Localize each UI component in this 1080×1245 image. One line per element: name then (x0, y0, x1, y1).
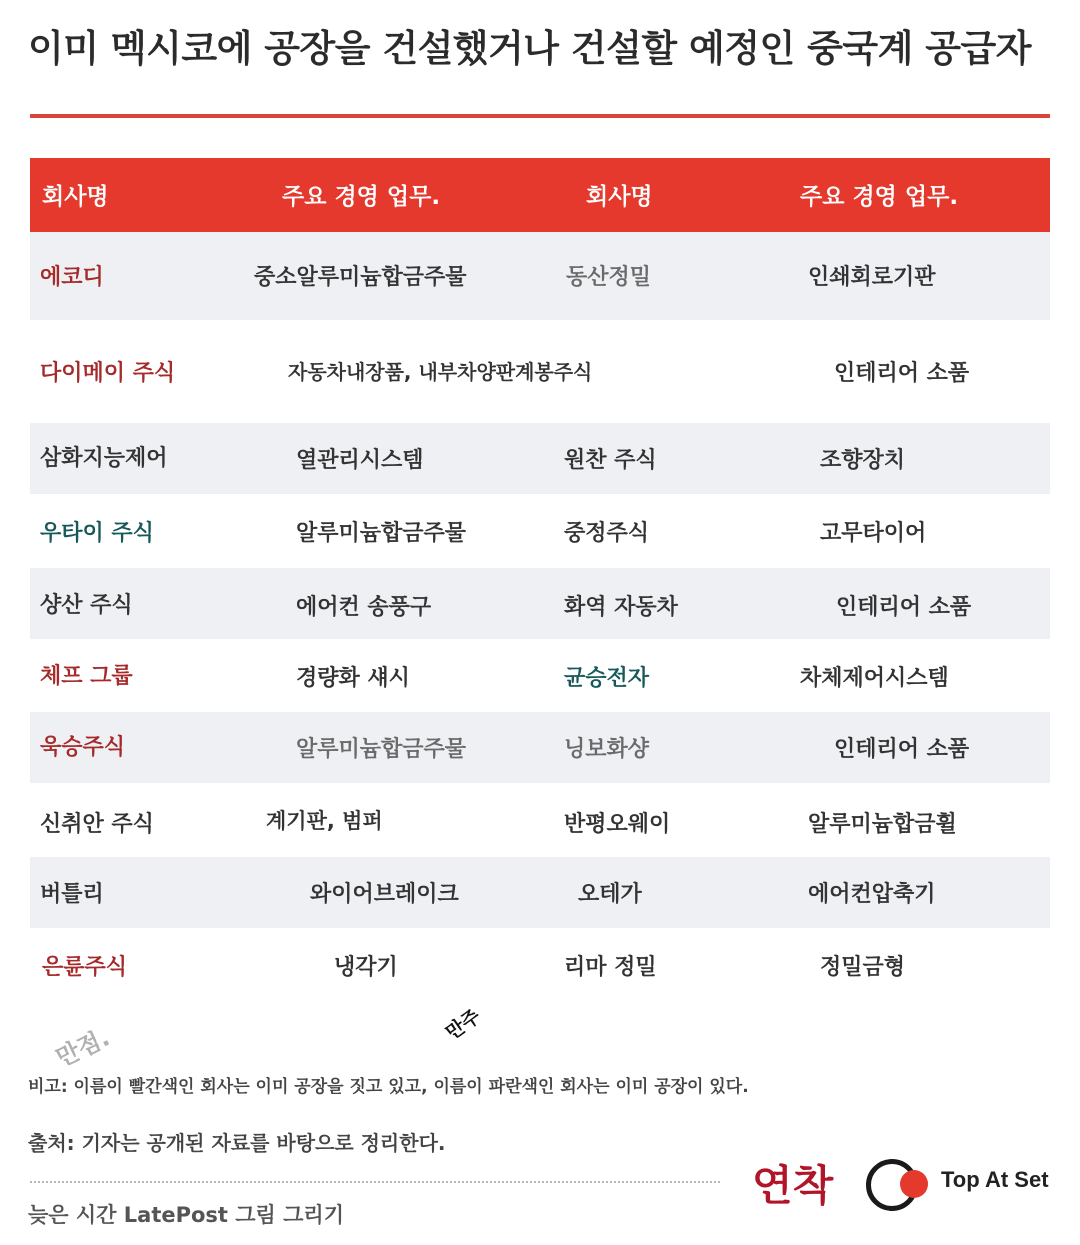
table-row (30, 639, 1050, 712)
page-title: 이미 멕시코에 공장을 건설했거나 건설할 예정인 중국계 공급자 (28, 27, 1031, 70)
logo-dot-icon (900, 1170, 928, 1198)
business-desc: 알루미늄합금주물 (296, 521, 467, 546)
credit-note: 늦은 시간 LatePost 그림 그리기 (28, 1203, 345, 1227)
logo-text: Top At Set (941, 1167, 1049, 1192)
company-name: 반평오웨이 (564, 812, 671, 837)
business-desc: 고무타이어 (820, 521, 927, 546)
table-row (30, 568, 1050, 639)
table-row (30, 232, 1050, 320)
company-name: 오테가 (578, 882, 642, 907)
business-desc: 경량화 섀시 (296, 666, 410, 691)
supplier-table (30, 158, 1050, 1002)
company-name: 은륜주식 (42, 955, 128, 980)
business-desc: 중소알루미늄합금주물 (254, 265, 467, 290)
table-row (30, 423, 1050, 494)
business-desc: 알루미늄합금휠 (808, 812, 957, 837)
watermark-left: 만점. (51, 1023, 114, 1073)
business-desc: 계기판, 범퍼 (266, 809, 383, 833)
company-name: 에코디 (40, 265, 104, 290)
business-desc: 자동차내장품, 내부차양판계봉주식 (288, 360, 593, 384)
business-desc: 열관리시스템 (296, 448, 424, 473)
source-note: 출처: 기자는 공개된 자료를 바탕으로 정리한다. (28, 1131, 446, 1155)
business-desc: 에어컨 송풍구 (296, 595, 432, 620)
business-desc: 차체제어시스템 (800, 666, 949, 691)
business-desc: 인테리어 소품 (834, 737, 970, 762)
company-name: 중정주식 (564, 521, 650, 546)
brand-name: 연착 (752, 1161, 834, 1210)
watermark-center: 만주 (441, 1005, 485, 1045)
business-desc: 인테리어 소품 (836, 595, 972, 620)
company-name: 버틀리 (40, 882, 104, 907)
header-business-1: 주요 경영 업무. (282, 184, 441, 210)
business-desc: 냉각기 (334, 955, 398, 980)
company-name: 욱승주식 (40, 735, 126, 760)
remark-note: 비고: 이름이 빨간색인 회사는 이미 공장을 짓고 있고, 이름이 파란색인 회사는 이미 공장이 있다. (28, 1077, 749, 1097)
table-row (30, 320, 1050, 423)
dotted-divider (30, 1181, 720, 1183)
business-desc: 알루미늄합금주물 (296, 737, 467, 762)
table-row (30, 928, 1050, 1002)
table-row (30, 494, 1050, 568)
business-desc: 인테리어 소품 (834, 361, 970, 386)
company-name: 균승전자 (564, 666, 650, 691)
table-row (30, 783, 1050, 857)
business-desc: 와이어브레이크 (310, 882, 459, 907)
company-name: 화역 자동차 (564, 595, 678, 620)
header-business-2: 주요 경영 업무. (800, 184, 959, 210)
company-name: 우타이 주식 (40, 521, 154, 546)
company-name: 리마 정밀 (564, 955, 657, 980)
business-desc: 에어컨압축기 (808, 882, 936, 907)
business-desc: 인쇄회로기판 (808, 265, 936, 290)
company-name: 닝보화샹 (564, 737, 650, 762)
header-company-1: 회사명 (42, 184, 109, 210)
title-divider (30, 114, 1050, 118)
table-row (30, 712, 1050, 783)
header-company-2: 회사명 (586, 184, 653, 210)
company-name: 삼화지능제어 (40, 446, 168, 471)
table-row (30, 857, 1050, 928)
business-desc: 정밀금형 (820, 955, 906, 980)
company-name: 신취안 주식 (40, 812, 154, 837)
business-desc: 조향장치 (820, 448, 906, 473)
company-name: 체프 그룹 (40, 664, 133, 689)
company-name: 원찬 주식 (564, 448, 657, 473)
company-name: 동산정밀 (566, 265, 652, 290)
company-name: 샹산 주식 (40, 593, 133, 618)
table-header (30, 158, 1050, 232)
company-name: 다이메이 주식 (40, 361, 176, 386)
